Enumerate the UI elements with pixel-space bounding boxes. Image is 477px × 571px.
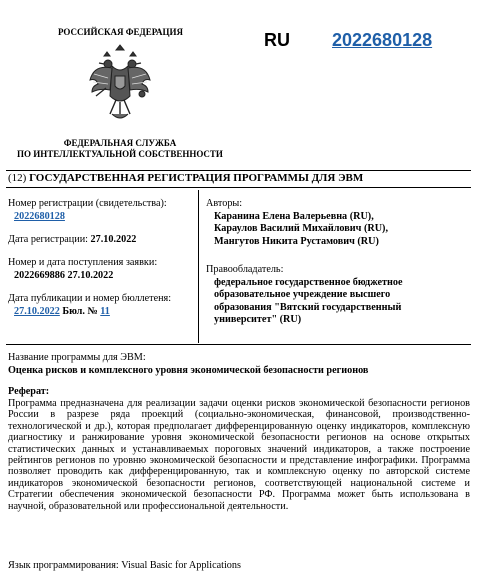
divider-top [6,170,471,171]
rightholder-line: образования "Вятский государственный [214,301,402,313]
authors-label: Авторы: [206,198,243,209]
agency-name-line2: ПО ИНТЕЛЛЕКТУАЛЬНОЙ СОБСТВЕННОСТИ [17,149,223,159]
program-name-value: Оценка рисков и комплексного уровня экономической безопасности регионов [8,365,369,376]
divider-title [6,187,471,188]
column-divider [198,190,199,343]
authors-block [206,198,388,248]
double-headed-eagle-emblem-icon [86,44,154,126]
rightholder-label: Правообладатель: [206,264,284,275]
document-title-text: ГОСУДАРСТВЕННАЯ РЕГИСТРАЦИЯ ПРОГРАММЫ ДЛЯ ЭВМ [29,172,364,184]
document-code: (12) [8,172,27,184]
reg-date [8,234,136,246]
publication-value [14,306,110,318]
author-name: Мангутов Никита Рустамович (RU) [214,235,379,247]
publication-date-link[interactable]: 27.10.2022 [14,306,60,317]
publication-label: Дата публикации и номер бюллетеня: [8,293,172,304]
country-name: РОССИЙСКАЯ ФЕДЕРАЦИЯ [57,27,184,37]
bulletin-label: Бюл. № [62,306,98,317]
reg-number-link[interactable]: 2022680128 [14,211,65,222]
reg-number-label: Номер регистрации (свидетельства): [8,198,167,209]
reg-date-value: 27.10.2022 [90,234,137,245]
application-value: 2022669886 27.10.2022 [14,270,114,281]
author-name: Каранина Елена Валерьевна (RU), [214,210,374,222]
document-title [8,172,363,184]
programming-language: Язык программирования: Visual Basic for Applications [8,560,241,571]
author-name: Караулов Василий Михайлович (RU), [214,223,388,234]
rightholder-block [206,264,441,327]
abstract-text: Программа предназначена для реализации задачи оценки рисков экономической безопасности регионов России в разрезе ряда проекций (социально-экономическая, финансовой, производственно-технологической и др.), которая предполагает дифференцированную оценку индикаторов, комплексную диагностику и ранжирование уровня экономической безопасности регионов на основе открытых статистических данных и устанавливаемых пороговых значений индикаторов, а также построение рейтингов регионов по уровню экономической безопасности и представление инфографики. Программа позволяет проводить как дифференцированную, так и комплексную оценку по авторской системе индикаторов экономической безопасности регионов, соответствующей национальной системе и Стратегии обеспечения экономической безопасности РФ. Программа может быть использована в научной, образовательной или профессиональной деятельности. [8,398,470,512]
registration-number-link[interactable]: 2022680128 [332,30,433,50]
abstract-label: Реферат: [8,386,50,397]
agency-name-line1: ФЕДЕРАЛЬНАЯ СЛУЖБА [63,138,177,148]
rightholder-line: университет" (RU) [214,314,302,325]
rightholder-line: образовательное учреждение высшего [214,289,391,300]
country-code: RU [264,30,290,50]
reg-date-label: Дата регистрации: [8,234,88,245]
agency-name [10,138,230,160]
rightholder-line: федеральное государственное бюджетное [214,276,403,288]
application-label: Номер и дата поступления заявки: [8,257,158,268]
divider-middle [6,344,471,345]
bulletin-number-link[interactable]: 11 [100,306,110,317]
program-name-label: Название программы для ЭВМ: [8,352,146,363]
